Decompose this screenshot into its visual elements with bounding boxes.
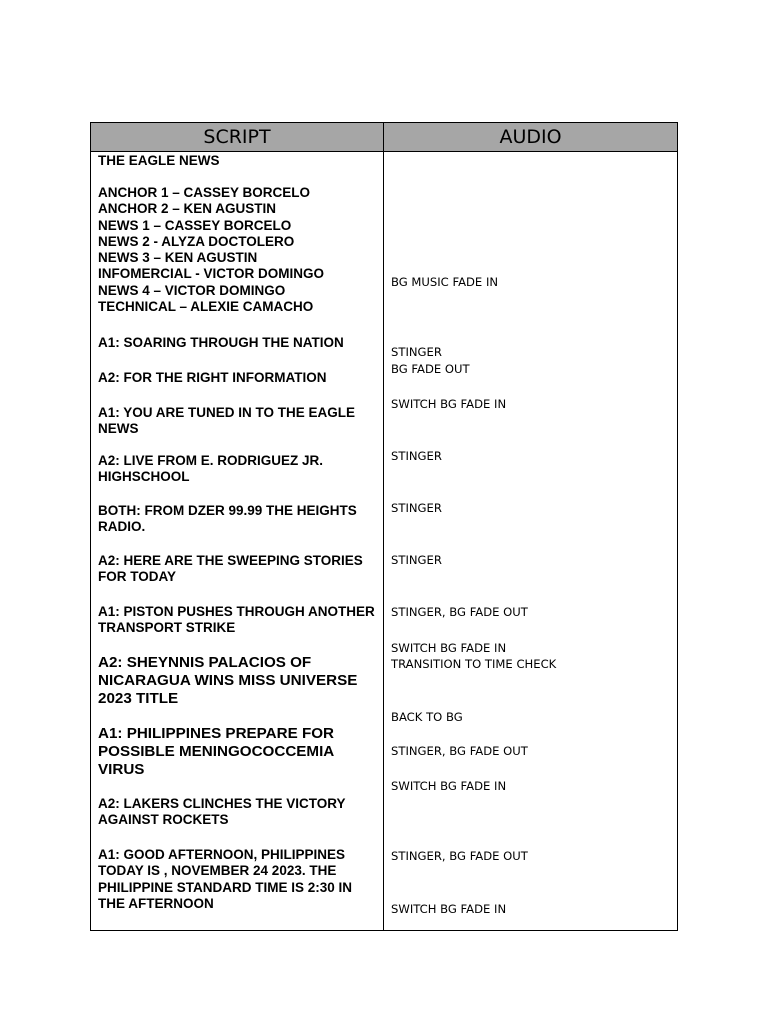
script-line-a1-meningococcemia: A1: PHILIPPINES PREPARE FOR POSSIBLE MENINGOCOCCEMIA VIRUS (98, 725, 335, 778)
column-divider (383, 152, 384, 930)
script-line-show-title: THE EAGLE NEWS (98, 153, 220, 168)
audio-cue: STINGER (391, 449, 442, 463)
script-line-crew-list: ANCHOR 1 – CASSEY BORCELO ANCHOR 2 – KEN AGUSTIN NEWS 1 – CASSEY BORCELO NEWS 2 - ALYZA DOCTOLERO NEWS 3 – KEN AGUSTIN INFOMERCIAL - VICTOR DOMINGO NEWS 4 – VICTOR DOMINGO TECHNICAL – ALEXIE CAMACHO (98, 185, 324, 315)
audio-cue: STINGER (391, 553, 442, 567)
audio-cue: STINGER, BG FADE OUT (391, 605, 528, 619)
script-line-a1-time-check: A1: GOOD AFTERNOON, PHILIPPINES TODAY IS , NOVEMBER 24 2023. THE PHILIPPINE STANDARD TIME IS 2:30 IN THE AFTERNOON (98, 847, 353, 911)
audio-cue: STINGER, BG FADE OUT (391, 744, 528, 758)
audio-cue: SWITCH BG FADE IN (391, 397, 507, 411)
audio-cue: STINGER, BG FADE OUT (391, 849, 528, 863)
script-line-a2-right-info: A2: FOR THE RIGHT INFORMATION (98, 370, 327, 385)
script-line-a1-soaring: A1: SOARING THROUGH THE NATION (98, 335, 344, 350)
audio-cue: BACK TO BG (391, 710, 463, 724)
script-line-a1-piston: A1: PISTON PUSHES THROUGH ANOTHER TRANSPORT STRIKE (98, 604, 375, 636)
audio-cue: SWITCH BG FADE IN (391, 779, 507, 793)
script-line-a2-sweeping-stories: A2: HERE ARE THE SWEEPING STORIES FOR TODAY (98, 553, 363, 585)
script-audio-table (90, 122, 678, 931)
script-line-a2-lakers: A2: LAKERS CLINCHES THE VICTORY AGAINST ROCKETS (98, 796, 346, 828)
audio-cue: BG MUSIC FADE IN (391, 275, 499, 289)
audio-cue: BG FADE OUT (391, 362, 470, 376)
audio-cue: STINGER (391, 345, 442, 359)
script-line-a2-live-from: A2: LIVE FROM E. RODRIGUEZ JR. HIGHSCHOOL (98, 453, 324, 485)
script-column-header: SCRIPT (91, 123, 384, 152)
script-line-a1-tuned-in: A1: YOU ARE TUNED IN TO THE EAGLE NEWS (98, 405, 356, 437)
audio-cue: STINGER (391, 501, 442, 515)
script-line-both-dzer: BOTH: FROM DZER 99.99 THE HEIGHTS RADIO. (98, 503, 357, 535)
audio-cue: SWITCH BG FADE IN (391, 902, 507, 916)
script-line-a2-miss-universe: A2: SHEYNNIS PALACIOS OF NICARAGUA WINS MISS UNIVERSE 2023 TITLE (98, 654, 358, 707)
audio-cue: SWITCH BG FADE IN TRANSITION TO TIME CHECK (391, 641, 557, 671)
audio-column-header: AUDIO (384, 123, 677, 152)
